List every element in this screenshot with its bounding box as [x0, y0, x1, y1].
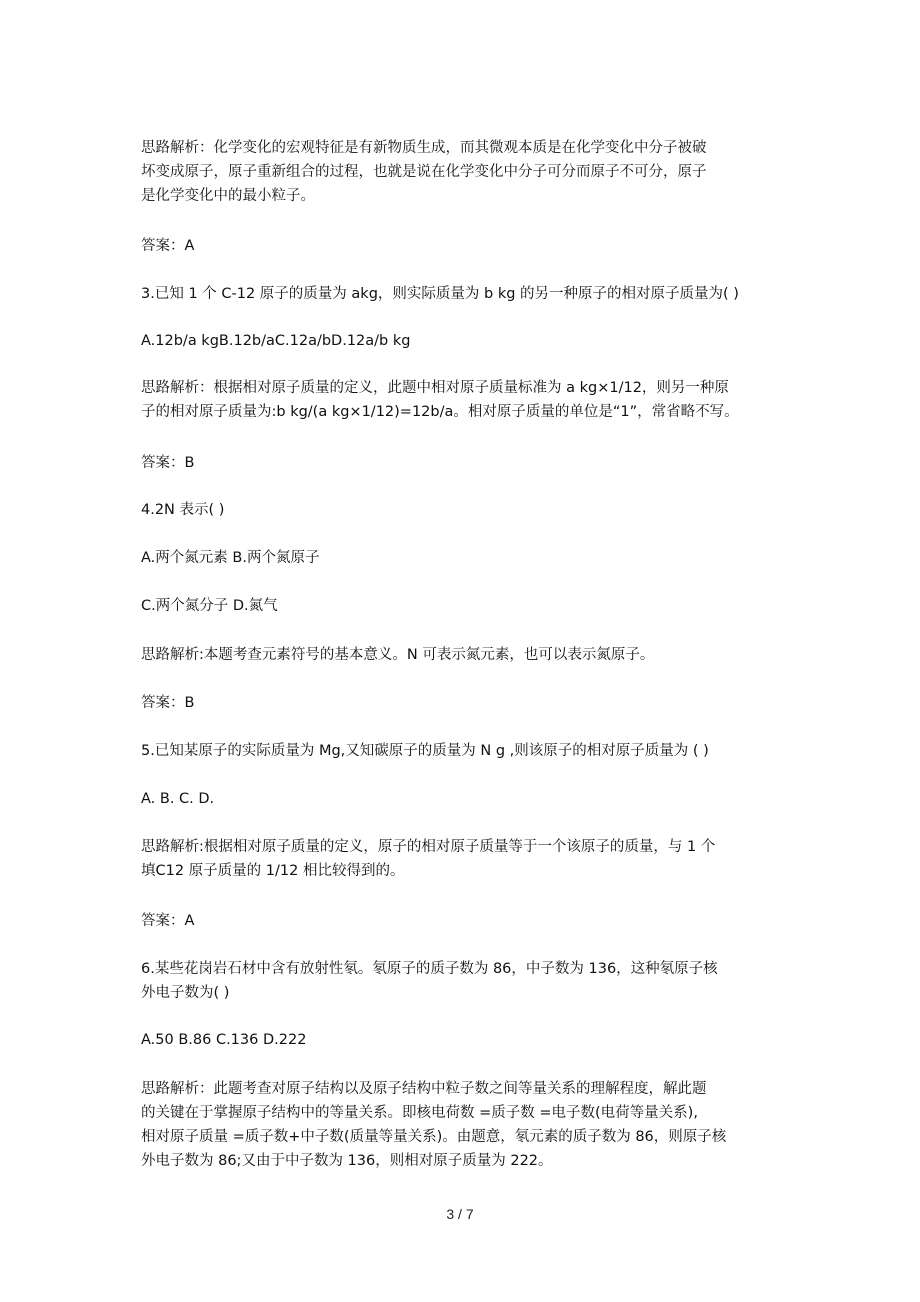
text-line: 思路解析:根据相对原子质量的定义，原子的相对原子质量等于一个该原子的质量，与 1 个 — [141, 839, 716, 855]
text-line: 答案：B — [141, 695, 195, 711]
text-line: 的关键在于掌握原子结构中的等量关系。即核电荷数 =质子数 =电子数(电荷等量关系), — [141, 1105, 698, 1121]
text-line: 坏变成原子，原子重新组合的过程，也就是说在化学变化中分子可分而原子不可分，原子 — [141, 164, 707, 180]
analysis-q6 — [141, 1077, 791, 1173]
text-line: 子的相对原子质量为:b kg/(a kg×1/12)=12b/a。相对原子质量的单位是“1”，常省略不写。 — [141, 404, 739, 420]
answer-q3 — [141, 451, 791, 475]
answer-q2 — [141, 234, 791, 258]
text-line: 是化学变化中的最小粒子。 — [141, 188, 315, 204]
analysis-q5 — [141, 835, 791, 883]
text-line: A.50 B.86 C.136 D.222 — [141, 1032, 307, 1048]
question-5 — [141, 739, 791, 763]
text-line: 答案：A — [141, 913, 195, 929]
page-number: 3 / 7 — [446, 1206, 474, 1222]
answer-q4 — [141, 691, 791, 715]
options-q6 — [141, 1028, 791, 1052]
text-line: 答案：B — [141, 455, 195, 471]
text-line: A.12b/a kgB.12b/aC.12a/bD.12a/b kg — [141, 333, 411, 349]
answer-q5 — [141, 909, 791, 933]
text-line: 相对原子质量 =质子数+中子数(质量等量关系)。由题意，氡元素的质子数为 86，则原子核 — [141, 1129, 727, 1145]
text-line: A.两个氮元素 B.两个氮原子 — [141, 550, 320, 566]
text-line: 外电子数为( ) — [141, 985, 230, 1001]
question-4 — [141, 498, 791, 522]
text-line: 4.2N 表示( ) — [141, 502, 225, 518]
text-line: 思路解析：化学变化的宏观特征是有新物质生成，而其微观本质是在化学变化中分子被破 — [141, 140, 707, 156]
text-line: 思路解析：此题考查对原子结构以及原子结构中粒子数之间等量关系的理解程度，解此题 — [141, 1081, 707, 1097]
text-line: 思路解析：根据相对原子质量的定义，此题中相对原子质量标准为 a kg×1/12，则另一种原 — [141, 380, 729, 396]
options-q4-ab — [141, 546, 791, 570]
analysis-q3 — [141, 376, 791, 424]
options-q3 — [141, 329, 791, 353]
analysis-q2 — [141, 136, 791, 208]
question-3 — [141, 282, 791, 306]
text-line: 填C12 原子质量的 1/12 相比较得到的。 — [141, 863, 405, 879]
analysis-q4 — [141, 643, 791, 667]
options-q4-cd — [141, 594, 791, 618]
text-line: 外电子数为 86;又由于中子数为 136，则相对原子质量为 222。 — [141, 1153, 553, 1169]
text-line: 6.某些花岗岩石材中含有放射性氡。氡原子的质子数为 86，中子数为 136，这种氡原子核 — [141, 961, 718, 977]
text-line: 3.已知 1 个 C-12 原子的质量为 akg，则实际质量为 b kg 的另一种原子的相对原子质量为( ) — [141, 286, 739, 302]
text-line: 答案：A — [141, 238, 195, 254]
options-q5 — [141, 787, 791, 811]
text-line: A. B. C. D. — [141, 791, 215, 807]
text-line: C.两个氮分子 D.氮气 — [141, 598, 278, 614]
text-line: 5.已知某原子的实际质量为 Mg,又知碳原子的质量为 N g ,则该原子的相对原子质量为 ( ) — [141, 743, 709, 759]
question-6 — [141, 957, 791, 1005]
text-line: 思路解析:本题考查元素符号的基本意义。N 可表示氮元素，也可以表示氮原子。 — [141, 647, 655, 663]
